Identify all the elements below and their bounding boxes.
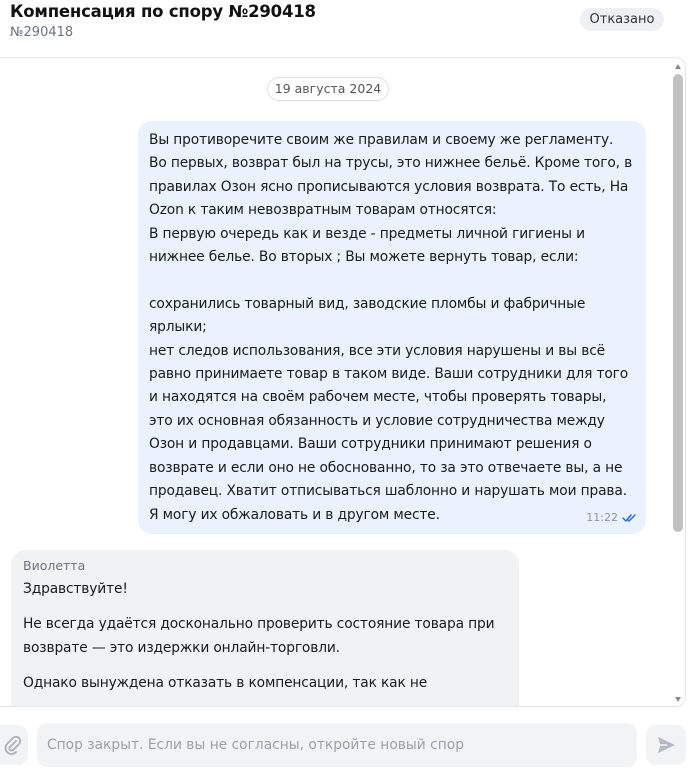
outgoing-message-text: Вы противоречите своим же правилам и своему же регламенту. Во первых, возврат был на трусы, это нижнее бельё. Кроме того, в правилах Озон ясно прописываются условия возврата. То есть, На Ozon к таким невозвратным товарам относятся: В первую очередь как и везде - предметы личной гигиены и нижнее белье. Во вторых ; Вы можете вернуть товар, если: сохранились товарный вид, заводские пломбы и фабричные ярлыки; нет следов использования, все эти условия нарушены и вы всё равно принимаете товар в таком виде. Ваши сотрудники для того и находятся на своём рабочем месте, чтобы проверять товары, это их основная обязанность и условие сотрудничества между Озон и продавцами. Ваши сотрудники принимают решения о возврате и если оно не обоснованно, то за это отвечаете вы, а не продавец. Хватит отписываться шаблонно и нарушать мои права. Я могу их обжаловать и в другом месте. (149, 132, 633, 523)
sender-name: Виолетта (23, 558, 86, 573)
send-icon (656, 736, 676, 754)
chat-scrollbar[interactable] (672, 62, 684, 704)
incoming-message (11, 550, 519, 707)
paperclip-icon (3, 735, 23, 755)
incoming-paragraph: Однако вынуждена отказать в компенсации, так как не (23, 675, 428, 692)
dispute-number: №290418 (10, 25, 74, 40)
attach-button[interactable] (0, 725, 28, 765)
double-check-icon (622, 513, 636, 523)
message-time: 11:22 (586, 511, 618, 524)
status-badge: Отказано (580, 8, 664, 31)
incoming-paragraph: Здравствуйте! (23, 581, 128, 597)
chat-panel (0, 57, 686, 707)
scroll-down-arrow-icon[interactable] (675, 697, 681, 702)
page-title: Компенсация по спору №290418 (10, 2, 316, 21)
scroll-up-arrow-icon[interactable] (675, 64, 681, 69)
date-separator: 19 августа 2024 (267, 77, 389, 101)
message-meta (586, 511, 636, 524)
message-composer (0, 716, 700, 774)
message-input[interactable] (37, 723, 637, 767)
incoming-paragraph: Не всегда удаётся досконально проверить состояние товара при возврате — это издержки онлайн-торговли. (23, 616, 495, 656)
outgoing-message (138, 121, 646, 534)
send-button[interactable] (646, 725, 686, 765)
dispute-header (0, 0, 700, 56)
scrollbar-thumb[interactable] (673, 74, 683, 532)
